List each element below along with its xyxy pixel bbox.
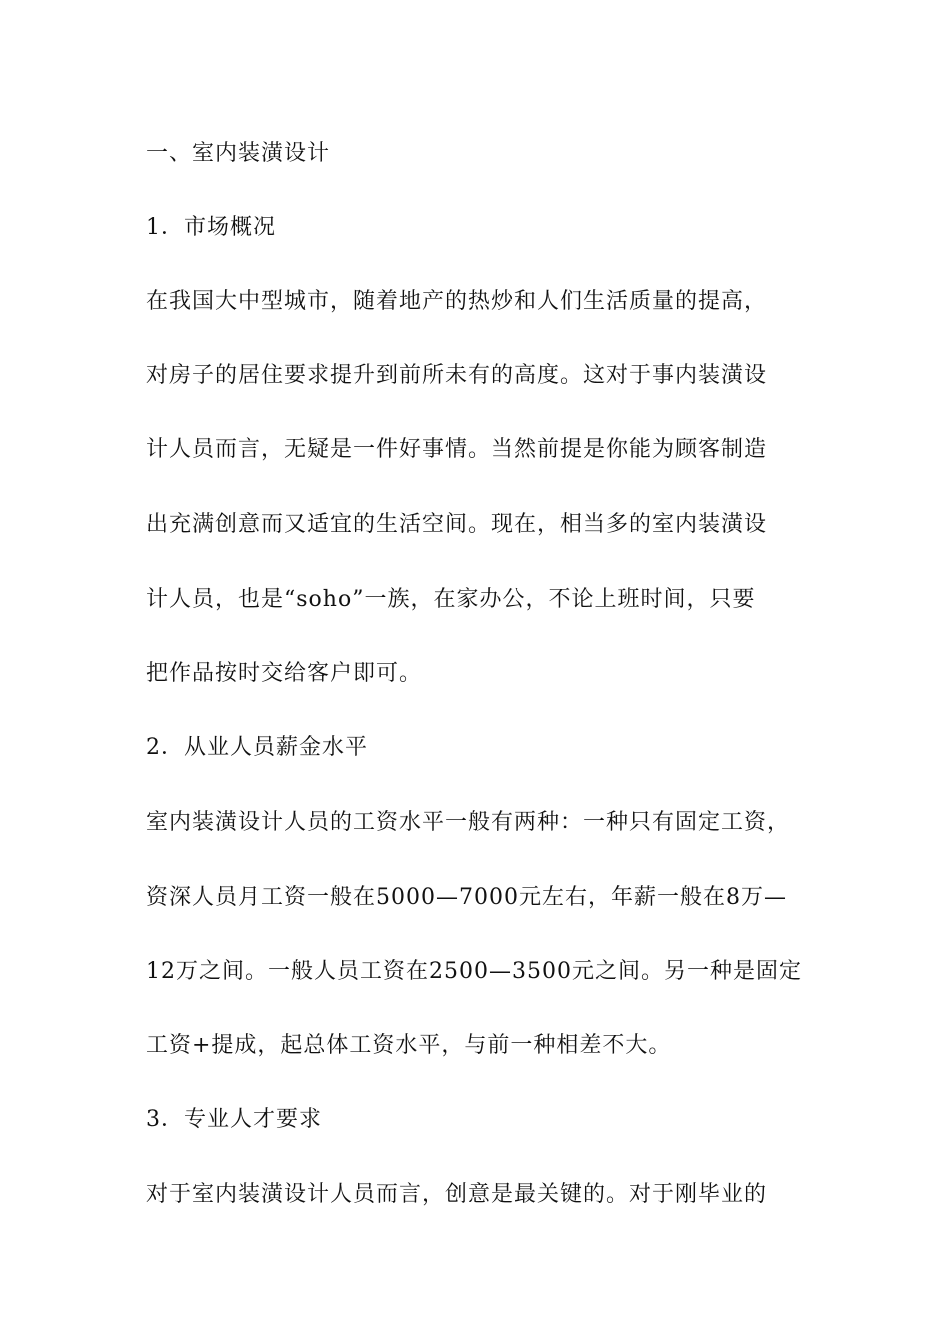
paragraph-line: 室内装潢设计人员的工资水平一般有两种：一种只有固定工资， <box>146 810 791 835</box>
paragraph-line: 工资+提成，起总体工资水平，与前一种相差不大。 <box>146 1033 672 1058</box>
section-title-requirements: 3．专业人才要求 <box>146 1107 322 1132</box>
paragraph-line: 计人员，也是“soho”一族，在家办公，不论上班时间，只要 <box>146 587 756 612</box>
paragraph-line: 在我国大中型城市，随着地产的热炒和人们生活质量的提高， <box>146 289 768 314</box>
paragraph-line: 计人员而言，无疑是一件好事情。当然前提是你能为顾客制造 <box>146 437 768 462</box>
main-heading: 一、室内装潢设计 <box>146 141 331 166</box>
paragraph-line: 把作品按时交给客户即可。 <box>146 661 423 686</box>
paragraph-line: 资深人员月工资一般在5000—7000元左右，年薪一般在8万— <box>146 885 787 910</box>
paragraph-line: 12万之间。一般人员工资在2500—3500元之间。另一种是固定 <box>146 959 802 984</box>
section-title-salary: 2．从业人员薪金水平 <box>146 735 368 760</box>
section-title-market: 1．市场概况 <box>146 215 276 240</box>
paragraph-line: 对房子的居住要求提升到前所未有的高度。这对于事内装潢设 <box>146 363 768 388</box>
paragraph-line: 对于室内装潢设计人员而言，创意是最关键的。对于刚毕业的 <box>146 1182 768 1207</box>
paragraph-line: 出充满创意而又适宜的生活空间。现在，相当多的室内装潢设 <box>146 512 768 537</box>
